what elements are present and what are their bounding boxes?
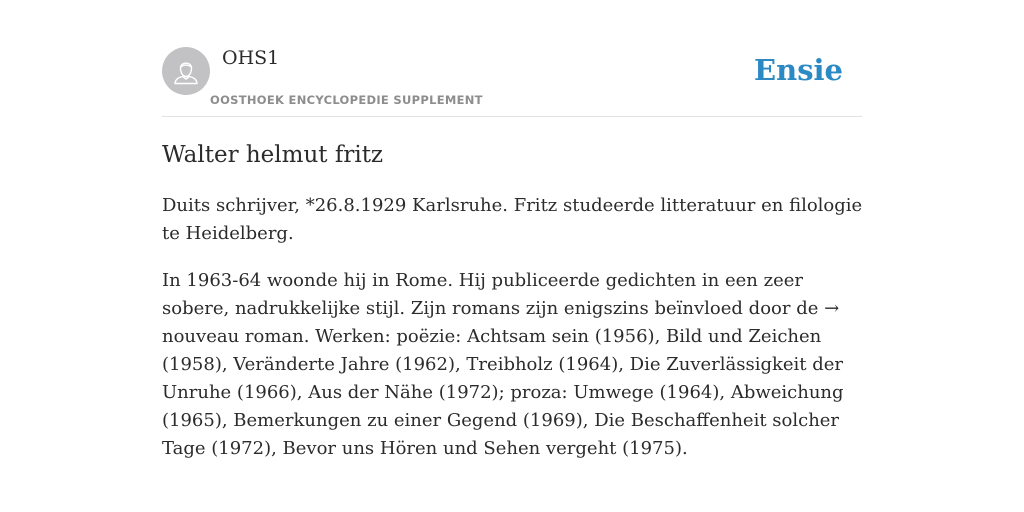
paragraph-intro: Duits schrijver, *26.8.1929 Karlsruhe. Fritz studeerde litteratuur en filologie te Heidelberg. [162, 195, 863, 244]
paragraph-works: In 1963-64 woonde hij in Rome. Hij publiceerde gedichten in een zeer sobere, nadrukkelijke stijl. Zijn romans zijn enigszins beïnvloed door de → nouveau roman. Werken: poëzie: Achtsam sein (1956), Bild und Zeichen (1958), Veränderte Jahre (1962), Treibholz (1964), Die Zuverlässigkeit der Unruhe (1966), Aus der Nähe (1972); proza: Umwege (1964), Abweichung (1965), Bemerkungen zu einer Gegend (1969), Die Beschaffenheit solcher Tage (1972), Bevor uns Hören und Sehen vergeht (1975). [162, 270, 844, 459]
ensie-logo[interactable]: Ensie [754, 53, 843, 87]
author-name[interactable]: OHS1 [222, 47, 280, 69]
user-silhouette-icon [162, 47, 210, 95]
article-body [162, 192, 870, 482]
page-title: Walter helmut fritz [162, 142, 384, 168]
entry-header [162, 46, 862, 117]
source-label[interactable]: OOSTHOEK ENCYCLOPEDIE SUPPLEMENT [210, 93, 483, 107]
avatar[interactable] [162, 47, 210, 95]
